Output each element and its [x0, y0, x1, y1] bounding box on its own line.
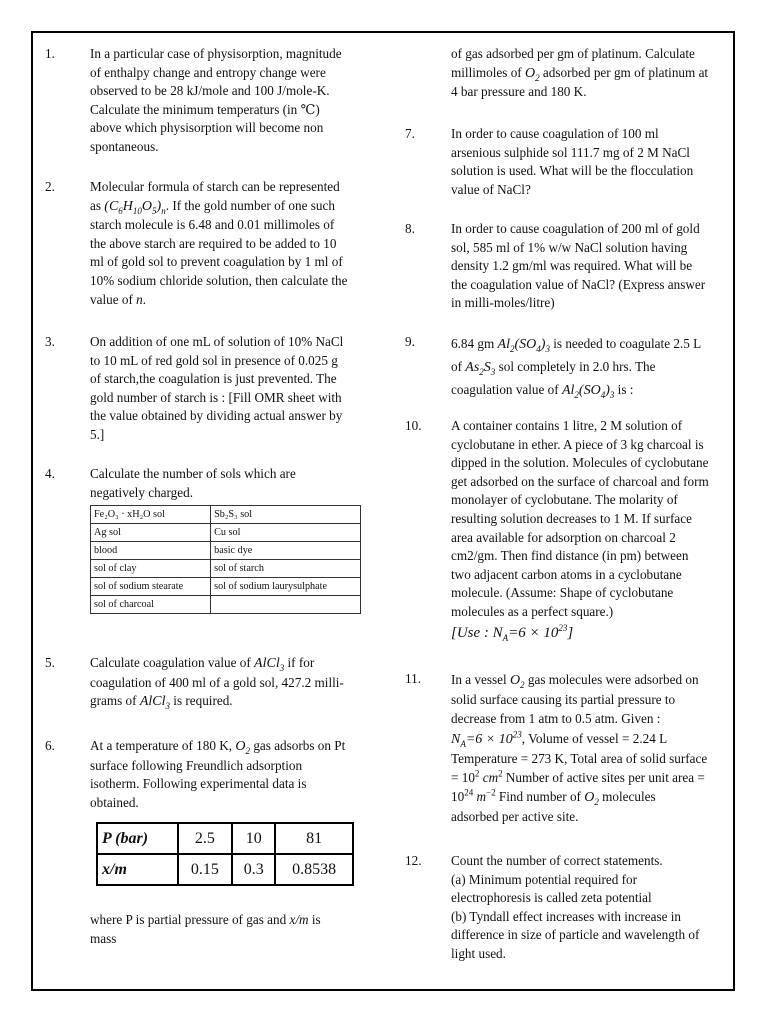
text: value of	[90, 291, 137, 307]
table-cell: sol of sodium laurysulphate	[211, 578, 361, 596]
text: sol completely in 2.0 hrs. The	[495, 359, 656, 374]
question-8	[451, 220, 726, 313]
table-row	[97, 854, 353, 885]
question-5-line	[90, 692, 366, 712]
formula-part: =6 × 10	[465, 731, 513, 747]
subscript: 2	[535, 72, 540, 83]
formula-part: H	[122, 198, 133, 214]
question-10-line: two adjacent carbon atoms in a cyclobutane	[451, 566, 682, 582]
table-cell: sol of sodium stearate	[91, 578, 211, 596]
question-3-line: 5.]	[90, 426, 105, 442]
formula	[465, 360, 495, 375]
table-header-cell: x/m	[97, 854, 178, 885]
formula-part: (SO	[514, 337, 537, 352]
question-number-1: 1.	[45, 46, 55, 61]
formula-part: O	[141, 198, 153, 214]
table-cell: Sb₂S₃ sol	[211, 506, 361, 524]
question-11-line: adsorbed per active site.	[451, 809, 579, 825]
bracket: ]	[567, 624, 574, 641]
subscript: 5	[152, 205, 157, 216]
subscript: 2	[509, 343, 515, 354]
text: = 10	[451, 770, 475, 786]
question-3-line: the value obtained by dividing actual answer by	[90, 408, 343, 424]
variable-n: n	[136, 291, 143, 307]
unit: m	[473, 789, 487, 805]
subscript: 6	[118, 205, 123, 216]
question-10-line: dipped in the solution. Molecules of cyclobutane	[451, 455, 709, 471]
question-1-line: observed to be 28 kJ/mole and 100 J/mole-K.	[90, 83, 330, 99]
formula-part: AlCl	[139, 694, 166, 710]
table-cell: Ag sol	[91, 524, 211, 542]
table-cell: Fe₂O₃ · xH₂O sol	[91, 506, 211, 524]
text: millimoles of	[451, 64, 525, 80]
question-10-line: resulting solution decreases to 1 M. If surface	[451, 510, 692, 526]
question-11	[451, 670, 726, 827]
question-5-line	[90, 654, 366, 674]
question-2-line: 10% sodium chloride solution, then calculate the	[90, 272, 348, 288]
question-12	[451, 852, 726, 964]
question-10-line: monolayer of cyclobutane. The molarity of	[451, 492, 678, 508]
question-11-line: decrease from 1 atm to 0.5 atm. Given :	[451, 711, 661, 727]
question-number-6: 6.	[45, 738, 55, 753]
question-6-line	[90, 737, 366, 757]
formula	[562, 383, 614, 398]
question-5	[90, 654, 366, 712]
superscript: 2	[498, 768, 503, 779]
superscript: 2	[474, 768, 480, 779]
question-11-line	[451, 768, 726, 787]
formula-part: S	[483, 360, 491, 375]
formula-part: As	[465, 360, 480, 375]
question-8-line: in milli-moles/litre)	[451, 295, 555, 311]
formula-part: Al	[561, 383, 575, 398]
table-cell	[211, 596, 361, 614]
question-number-10: 10.	[405, 418, 422, 433]
subscript: 2	[594, 797, 599, 808]
question-10-line: molecule. (Assume: Shape of cyclobutane	[451, 585, 674, 601]
formula-part: )	[156, 198, 162, 214]
table-cell: 0.8538	[275, 854, 353, 885]
superscript: 23	[558, 622, 568, 633]
question-1-line: In a particular case of physisorption, magnitude	[90, 46, 342, 61]
formula-part: )	[605, 383, 610, 398]
freundlich-data-table	[96, 822, 354, 886]
question-8-line: In order to cause coagulation of 200 ml of gold	[451, 221, 700, 236]
question-6-line	[451, 64, 726, 84]
subscript: 4	[536, 343, 541, 354]
formula	[451, 728, 522, 749]
question-6-continued	[451, 45, 726, 102]
text: In a vessel	[451, 672, 510, 687]
table-cell: sol of clay	[91, 560, 211, 578]
question-2	[90, 178, 366, 309]
question-number-2: 2.	[45, 179, 55, 194]
superscript: 23	[512, 728, 522, 739]
question-1	[90, 45, 366, 157]
formula-part: O	[525, 65, 536, 81]
question-7	[451, 125, 726, 199]
text: is	[308, 912, 321, 927]
table-cell: sol of charcoal	[91, 596, 211, 614]
question-6	[90, 737, 366, 812]
question-5-line: coagulation of 400 ml of a gold sol, 427.2 milli-	[90, 674, 344, 690]
text: . If the gold number of one such	[165, 197, 335, 213]
table-row	[91, 506, 361, 524]
question-9-line	[451, 356, 726, 379]
table-cell: 81	[275, 823, 353, 854]
question-4	[90, 465, 366, 502]
bracket: [	[451, 624, 457, 641]
question-12-line: (a) Minimum potential required for	[451, 871, 638, 887]
question-8-line: density 1.2 gm/ml was required. What will be	[451, 258, 693, 274]
text: .	[142, 291, 147, 307]
subscript: A	[460, 738, 466, 749]
avogadro-note	[451, 622, 726, 644]
subscript: A	[502, 632, 509, 643]
question-12-line: light used.	[451, 945, 506, 961]
subscript: 2	[574, 389, 579, 400]
question-12-line: difference in size of particle and wavelength of	[451, 927, 700, 943]
question-10-line: area available for adsorption on charcoal 2	[451, 529, 676, 545]
formula	[525, 66, 540, 81]
subscript: 3	[609, 389, 615, 400]
sols-table	[90, 505, 361, 614]
subscript: 2	[245, 745, 251, 756]
text: gas molecules were adsorbed on	[524, 672, 699, 687]
text: grams of	[90, 693, 140, 709]
question-number-11: 11.	[405, 671, 421, 686]
text: is required.	[169, 693, 233, 709]
subscript: 3	[490, 366, 496, 377]
formula-part: O	[509, 673, 521, 688]
question-12-line: (b) Tyndall effect increases with increase in	[451, 908, 682, 924]
question-10-line: A container contains 1 litre, 2 M solution of	[451, 418, 683, 433]
question-6-line: obtained.	[90, 794, 139, 810]
question-number-12: 12.	[405, 853, 422, 868]
table-cell: Cu sol	[211, 524, 361, 542]
question-2-line: the above starch are required to be added to 10	[90, 235, 337, 251]
text: is :	[614, 382, 634, 397]
question-12-line: electrophoresis is called zeta potential	[451, 890, 652, 906]
table-header-cell: P (bar)	[97, 823, 178, 854]
superscript: −2	[486, 787, 496, 798]
text: At a temperature of 180 K,	[90, 738, 236, 753]
question-1-line: spontaneous.	[90, 138, 159, 154]
question-9	[451, 333, 726, 402]
formula-part: Al	[497, 337, 510, 352]
question-number-3: 3.	[45, 334, 55, 349]
formula-part: O	[235, 739, 246, 754]
text: Number of active sites per unit area =	[502, 770, 705, 786]
question-11-line	[451, 729, 726, 749]
table-cell: 0.15	[178, 854, 233, 885]
question-7-line: In order to cause coagulation of 100 ml	[451, 126, 659, 141]
question-1-line: Calculate the minimum temperaturs (in ℃)	[90, 101, 320, 117]
formula	[235, 739, 250, 754]
question-number-8: 8.	[405, 221, 415, 236]
question-2-line	[90, 291, 366, 310]
question-2-line: starch molecule is 6.48 and 0.01 millimoles of	[90, 217, 335, 233]
table-row	[91, 578, 361, 596]
formula	[510, 673, 525, 688]
question-6-line	[90, 911, 366, 930]
table-row	[91, 596, 361, 614]
question-1-line: above which physisorption will become non	[90, 120, 324, 136]
text: 10	[451, 789, 465, 805]
subscript: 3	[279, 662, 285, 673]
text: if for	[284, 655, 315, 670]
formula-part: (SO	[578, 383, 601, 398]
question-7-line: solution is used. What will be the flocculation	[451, 163, 694, 179]
formula	[498, 337, 550, 352]
subscript: n	[161, 205, 166, 216]
text: molecules	[598, 789, 656, 805]
question-3-line: to 10 mL of red gold sol in presence of 0.025 g	[90, 352, 338, 368]
subscript: 3	[165, 700, 170, 711]
question-8-line: sol, 585 ml of 1% w/w NaCl solution having	[451, 239, 688, 255]
question-3-line: On addition of one mL of solution of 10% NaCl	[90, 334, 344, 349]
text: gas adsorbs on Pt	[250, 738, 346, 753]
text: Calculate coagulation value of	[90, 655, 255, 670]
table-cell: basic dye	[211, 542, 361, 560]
text: , Volume of vessel = 2.24 L	[521, 730, 668, 746]
question-11-line: solid surface causing its partial pressure to	[451, 692, 676, 708]
question-number-4: 4.	[45, 466, 55, 481]
question-4-line: negatively charged.	[90, 484, 194, 500]
subscript: 2	[520, 679, 525, 690]
unit: cm	[479, 770, 499, 786]
question-6-line: surface following Freundlich adsorption	[90, 757, 303, 773]
text: Find number of	[495, 789, 585, 805]
question-12-line: Count the number of correct statements.	[451, 853, 663, 868]
table-cell: blood	[91, 542, 211, 560]
formula-part: Use : N	[456, 624, 503, 641]
table-row	[91, 542, 361, 560]
formula-part: (C	[104, 198, 119, 214]
text: adsorbed per gm of platinum at	[539, 64, 709, 80]
starch-formula	[104, 199, 165, 214]
table-cell: sol of starch	[211, 560, 361, 578]
question-3-line: gold number of starch is : [Fill OMR sheet with	[90, 389, 342, 405]
question-10-line: molecules as a perfect square.)	[451, 603, 614, 619]
question-3	[90, 333, 366, 445]
question-10-line: get adsorbed on the surface of charcoal and form	[451, 473, 709, 489]
question-1-line: of enthalpy change and entropy change were	[90, 64, 326, 80]
question-number-5: 5.	[45, 655, 55, 670]
text: where P is partial pressure of gas and	[90, 912, 290, 927]
question-11-line	[451, 670, 726, 690]
question-9-line	[451, 333, 726, 356]
question-2-line: Molecular formula of starch can be represented	[90, 179, 340, 194]
table-row	[91, 560, 361, 578]
question-6-line: 4 bar pressure and 180 K.	[451, 84, 587, 100]
question-2-line: ml of gold sol to prevent coagulation by 1 ml of	[90, 254, 343, 270]
formula-part: O	[584, 790, 595, 806]
subscript: 10	[132, 205, 142, 216]
question-6-after-table	[90, 911, 366, 948]
formula	[140, 694, 170, 709]
question-6-line: of gas adsorbed per gm of platinum. Calculate	[451, 46, 695, 61]
text: of	[451, 359, 466, 374]
question-3-line: of starch,the coagulation is just prevented. The	[90, 371, 337, 387]
text: as	[90, 197, 105, 213]
superscript: 24	[464, 787, 474, 798]
question-7-line: arsenious sulphide sol 111.7 mg of 2 M NaCl	[451, 144, 690, 160]
formula-part: N	[451, 731, 461, 747]
table-cell: 0.3	[232, 854, 275, 885]
text: coagulation value of	[451, 382, 562, 397]
question-4-line: Calculate the number of sols which are	[90, 466, 296, 481]
question-7-line: value of NaCl?	[451, 181, 531, 197]
formula-part: )	[540, 337, 546, 352]
question-8-line: the coagulation value of NaCl? (Express answer	[451, 276, 706, 292]
variable-xm: x/m	[289, 912, 309, 927]
table-cell: 2.5	[178, 823, 233, 854]
question-10-line: cm2/gm. Then find distance (in pm) between	[451, 548, 689, 564]
subscript: 3	[545, 343, 550, 354]
question-6-line: mass	[90, 930, 117, 946]
subscript: 4	[600, 389, 606, 400]
question-2-line	[90, 197, 366, 217]
question-9-line	[451, 379, 726, 402]
text: is needed to coagulate 2.5 L	[549, 336, 702, 351]
question-6-line: isotherm. Following experimental data is	[90, 776, 307, 792]
subscript: 2	[479, 366, 484, 377]
question-11-line: Temperature = 273 K, Total area of solid surface	[451, 750, 708, 766]
table-row	[97, 823, 353, 854]
text: 6.84 gm	[451, 336, 498, 351]
formula	[584, 790, 599, 808]
question-10	[451, 417, 726, 644]
formula-part: AlCl	[254, 656, 280, 671]
question-number-9: 9.	[405, 334, 415, 349]
table-cell: 10	[232, 823, 275, 854]
formula-part: =6 × 10	[508, 624, 559, 641]
question-number-7: 7.	[405, 126, 415, 141]
table-row	[91, 524, 361, 542]
question-11-line	[451, 787, 726, 807]
question-10-line: cyclobutane in ether. A piece of 3 kg charcoal is	[451, 436, 704, 452]
formula	[254, 656, 284, 671]
